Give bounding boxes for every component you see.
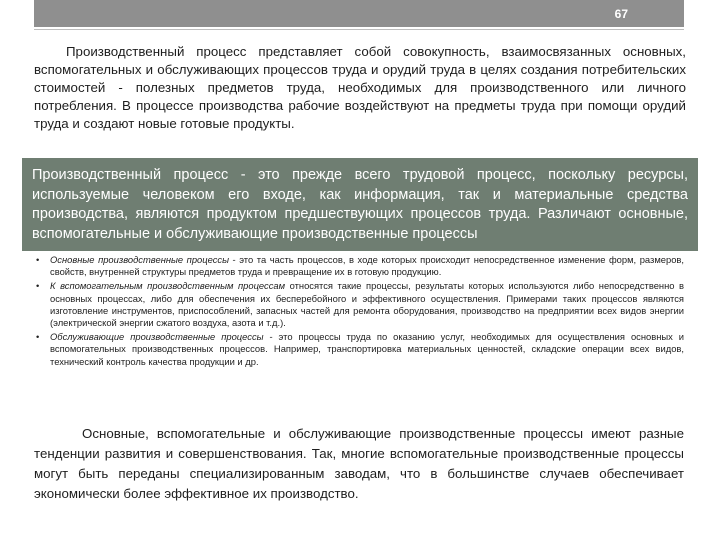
page-number: 67 xyxy=(614,7,628,21)
bullet-text: - это процессы труда по оказанию услуг, необходимых для осуществления основных и вспомогательных производственных процессов. Например, транспортировка материальных ценностей, складские операции всех видов, технический контроль качества продукции и др. xyxy=(50,331,684,367)
header-rule xyxy=(34,29,684,30)
bullet-icon: • xyxy=(36,254,40,265)
intro-paragraph: Производственный процесс представляет собой совокупность, взаимосвязанных основных, вспомогательных и обслуживающих процессов труда и орудий труда в целях создания потребительских стоимостей - полезных предметов труда, необходимых для производственного или личного потребления. В процессе производства рабочие воздействуют на предметы труда при помощи орудий труда и создают новые готовые продукты. xyxy=(34,44,686,131)
list-item xyxy=(34,331,684,368)
closing-paragraph: Основные, вспомогательные и обслуживающие производственные процессы имеют разные тенденции развития и совершенствования. Так, многие вспомогательные производственные процессы могут быть переданы специализированным заводам, что в большинстве случаев обеспечивает экономически более эффективное их производство. xyxy=(34,426,684,501)
bullet-term: Основные производственные процессы xyxy=(50,254,230,265)
header-box xyxy=(34,0,684,27)
process-types-list xyxy=(34,254,684,370)
bullet-icon: • xyxy=(36,331,40,343)
bullet-text: - это та часть процессов, в ходе которых происходит непосредственное изменение форм, размеров, свойств, внутренней структуры предметов труда и превращение их в готовую продукцию. xyxy=(50,254,684,278)
bullet-term: Обслуживающие производственные процессы xyxy=(50,331,264,343)
bullet-prefix: К xyxy=(50,280,61,292)
list-item xyxy=(34,254,684,278)
bullet-icon: • xyxy=(36,280,40,292)
callout-text: Производственный процесс - это прежде всего трудовой процесс, поскольку ресурсы, используемые человеком его входе, как информация, так и материальные средства производства, являются продуктом предшествующих процессов труда. Различают основные, вспомогательные и обслуживающие производственные процессы xyxy=(32,167,688,242)
header-bar xyxy=(0,0,720,30)
bullet-text: относятся такие процессы, результаты которых используются либо непосредственно в основных процессах, либо для обеспечения их бесперебойного и эффективного осуществления. Примерами таких процессов являются изготовление инструментов, приспособлений, запасных частей для ремонта оборудования, производство на предприятии всех видов энергии (электрической энергии сжатого воздуха, азота и т.д.). xyxy=(50,280,684,329)
bullet-term: вспомогательным производственным процессам xyxy=(60,280,286,292)
list-item xyxy=(34,280,684,329)
